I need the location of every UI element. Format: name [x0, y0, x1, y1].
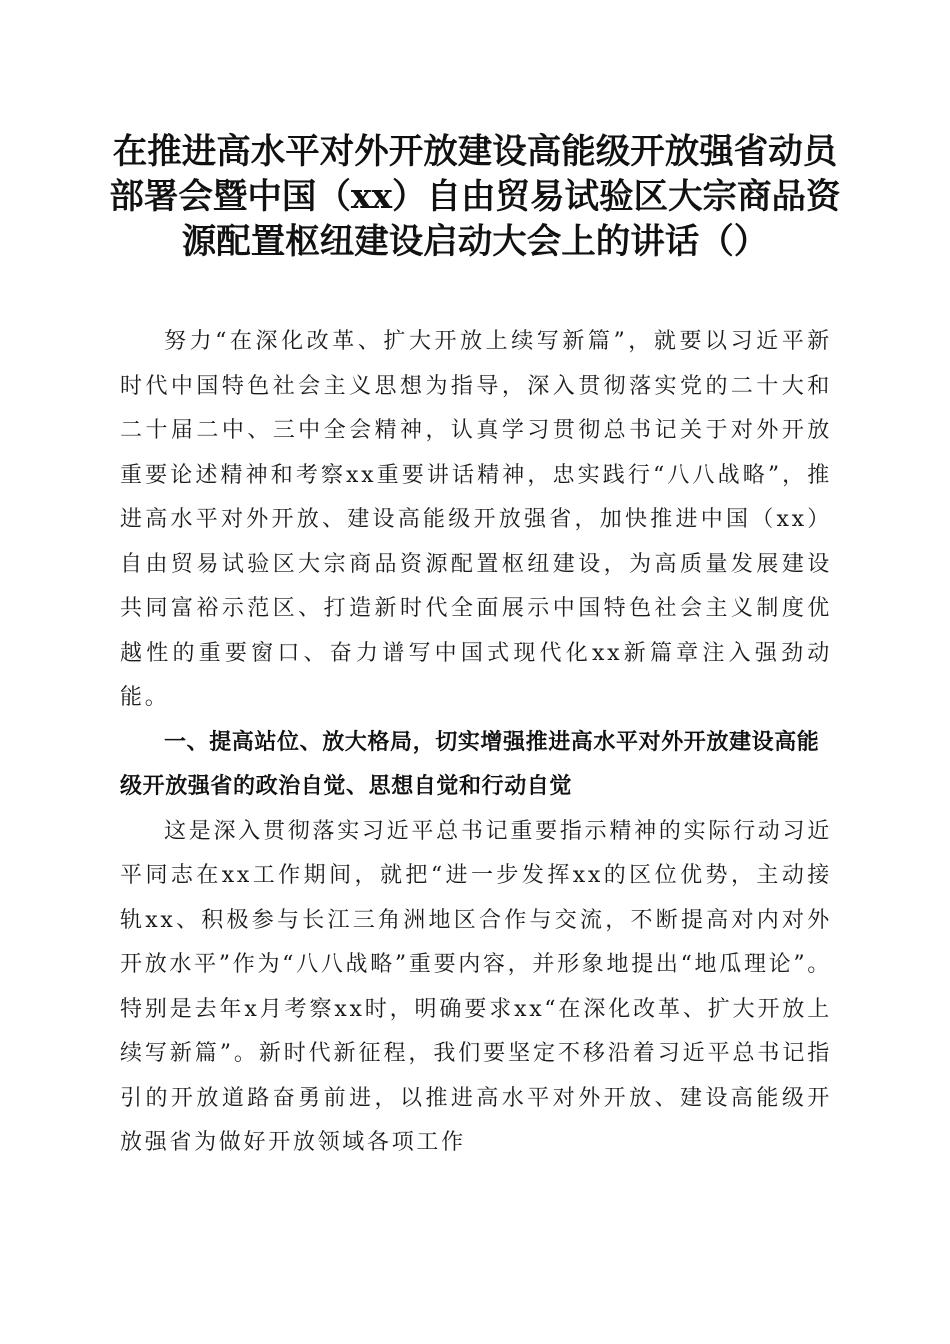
intro-paragraph: 努力“在深化改革、扩大开放上续写新篇”，就要以习近平新时代中国特色社会主义思想为指导，深入贯彻落实党的二十大和二十届二中、三中全会精神，认真学习贯彻总书记关于对外开放重要论述精神和考察xx重要讲话精神，忠实践行“八八战略”，推进高水平对外开放、建设高能级开放强省，加快推进中国（xx）自由贸易试验区大宗商品资源配置枢纽建设，为高质量发展建设共同富裕示范区、打造新时代全面展示中国特色社会主义制度优越性的重要窗口、奋力谱写中国式现代化xx新篇章注入强劲动能。 [120, 329, 832, 710]
section-heading: 一、提高站位、放大格局，切实增强推进高水平对外开放建设高能级开放强省的政治自觉、思想自觉和行动自觉 [120, 729, 820, 799]
document-title: 在推进高水平对外开放建设高能级开放强省动员部署会暨中国（xx）自由贸易试验区大宗商品资源配置枢纽建设启动大会上的讲话（） [109, 132, 841, 262]
section-paragraph: 这是深入贯彻落实习近平总书记重要指示精神的实际行动习近平同志在xx工作期间，就把“进一步发挥xx的区位优势，主动接轨xx、积极参与长江三角洲地区合作与交流，不断提高对内对外开放水平”作为“八八战略”重要内容，并形象地提出“地瓜理论”。特别是去年x月考察xx时，明确要求xx“在深化改革、扩大开放上续写新篇”。新时代新征程，我们要坚定不移沿着习近平总书记指引的开放道路奋勇前进，以推进高水平对外开放、建设高能级开放强省为做好开放领域各项工作 [120, 818, 832, 1155]
document-body [120, 320, 832, 1166]
